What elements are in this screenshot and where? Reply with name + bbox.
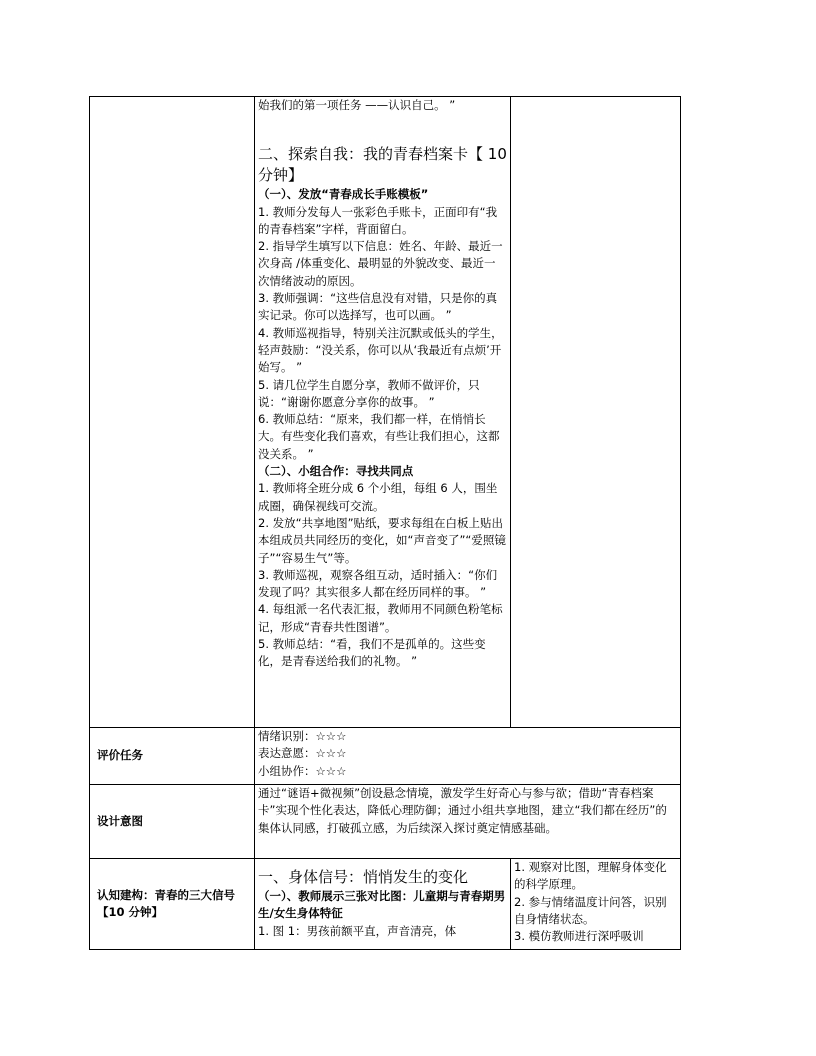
list-item: 1. 教师分发每人一张彩色手账卡，正面印有“我的青春档案”字样，背面留白。 bbox=[258, 204, 498, 236]
section-title: 二、探索自我：我的青春档案卡【 10 分钟】 bbox=[258, 145, 507, 185]
evaluation-cell bbox=[255, 728, 681, 785]
list-item: 2. 指导学生填写以下信息：姓名、年龄、最近一次身高 /体重变化、最明显的外貌改变、最近一次情绪波动的原因。 bbox=[258, 239, 503, 288]
student-activity-cell bbox=[511, 97, 681, 728]
list-item: 4. 每组派一名代表汇报，教师用不同颜色粉笔标记，形成“青春共性图谱”。 bbox=[258, 602, 503, 634]
table-row bbox=[90, 785, 681, 859]
rating-item: 小组协作：☆☆☆ bbox=[258, 763, 347, 778]
stage-cell bbox=[90, 97, 255, 728]
part1-title: （一）、发放“青春成长手账模板” bbox=[258, 187, 429, 202]
list-item: 5. 请几位学生自愿分享，教师不做评价，只说：“谢谢你愿意分享你的故事。 ” bbox=[258, 377, 480, 409]
list-item: 3. 模仿教师进行深呼吸训 bbox=[514, 929, 644, 944]
table-row bbox=[90, 97, 681, 728]
list-item: 2. 发放“共享地图”贴纸，要求每组在白板上贴出本组成员共同经历的变化，如“声音变了”“爱照镜子”“容易生气”等。 bbox=[258, 515, 506, 565]
evaluation-label: 评价任务 bbox=[90, 728, 255, 785]
table-row bbox=[90, 728, 681, 785]
cognitive-stage-label: 认知建构：青春的三大信号【10 分钟】 bbox=[90, 859, 255, 950]
part2-title: （二）、小组合作：寻找共同点 bbox=[258, 464, 414, 479]
list-item: 4. 教师巡视指导，特别关注沉默或低头的学生，轻声鼓励：“没关系，你可以从‘我最近有点烦’开始写。 ” bbox=[258, 325, 503, 375]
intro-tail-text: 始我们的第一项任务 ——认识自己。 ” bbox=[258, 98, 456, 112]
rating-item: 表达意愿：☆☆☆ bbox=[258, 746, 347, 761]
rating-item: 情绪识别：☆☆☆ bbox=[258, 729, 347, 743]
list-item: 6. 教师总结：“原来，我们都一样，在悄悄长大。有些变化我们喜欢，有些让我们担心，这都没关系。 ” bbox=[258, 412, 500, 461]
list-item: 1. 观察对比图，理解身体变化的科学原理。 bbox=[514, 860, 667, 892]
list-item: 3. 教师巡视，观察各组互动，适时插入：“你们发现了吗？其实很多人都在经历同样的事。 ” bbox=[258, 567, 498, 600]
list-item: 1. 图 1：男孩前额平直，声音清亮，体 bbox=[258, 923, 457, 938]
list-item: 2. 参与情绪温度计问答，识别自身情绪状态。 bbox=[514, 894, 667, 926]
list-item: 3. 教师强调：“这些信息没有对错，只是你的真实记录。你可以选择写，也可以画。 ” bbox=[258, 291, 498, 323]
table-row bbox=[90, 859, 681, 950]
design-intent-text: 通过“谜语+微视频”创设悬念情境，激发学生好奇心与参与欲；借助“青春档案卡”实现个性化表达，降低心理防御；通过小组共享地图，建立“我们都在经历”的集体认同感，打破孤立感，为后续深入探讨奠定情感基础。 bbox=[255, 785, 681, 859]
teacher-activity-cell bbox=[255, 859, 511, 950]
part1-title: （一）、教师展示三张对比图：儿童期与青春期男生/女生身体特征 bbox=[258, 889, 506, 921]
design-intent-label: 设计意图 bbox=[90, 785, 255, 859]
lesson-plan-table bbox=[89, 96, 681, 950]
list-item: 5. 教师总结：“看，我们不是孤单的。这些变化，是青春送给我们的礼物。 ” bbox=[258, 637, 486, 669]
student-activity-cell bbox=[511, 859, 681, 950]
section-title: 一、身体信号：悄悄发生的变化 bbox=[258, 868, 469, 886]
teacher-activity-cell bbox=[255, 97, 511, 728]
list-item: 1. 教师将全班分成 6 个小组，每组 6 人，围坐成圈，确保视线可交流。 bbox=[258, 481, 498, 513]
